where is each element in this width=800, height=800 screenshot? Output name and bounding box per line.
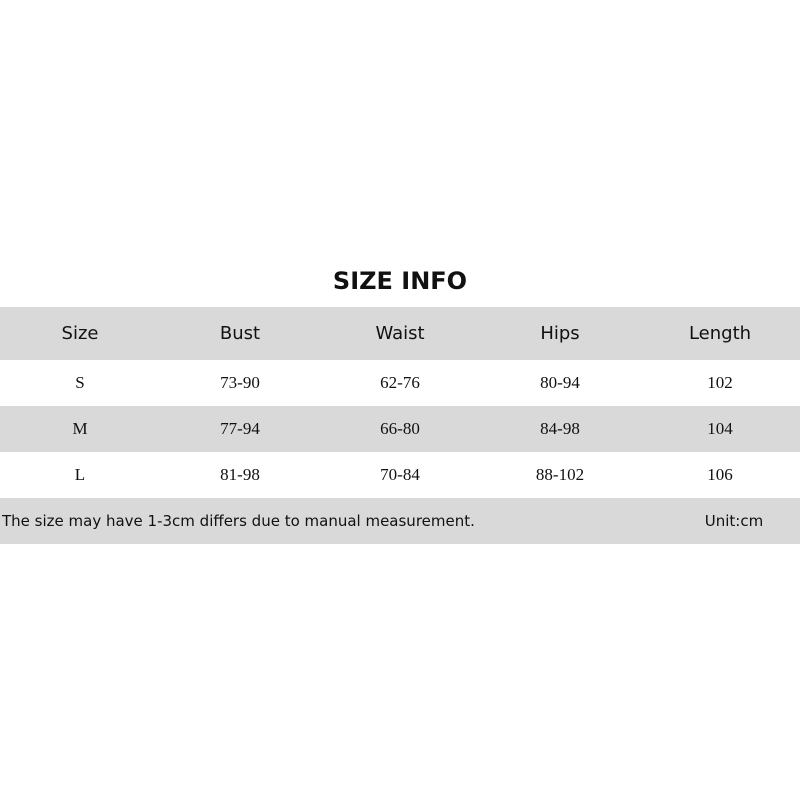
- header-cell-hips: Hips: [540, 323, 580, 344]
- size-cell: S: [75, 373, 85, 392]
- unit-label: Unit:cm: [704, 512, 764, 530]
- bust-cell: 77-94: [220, 419, 260, 438]
- table-row: [0, 452, 800, 498]
- length-cell: 102: [707, 373, 733, 392]
- waist-cell: 66-80: [380, 419, 420, 438]
- page-title: SIZE INFO: [332, 267, 468, 295]
- bust-cell: 81-98: [220, 465, 260, 484]
- table-row: [0, 360, 800, 406]
- hips-cell: 84-98: [540, 419, 580, 438]
- header-cell-waist: Waist: [375, 323, 425, 344]
- table-header-row: [0, 307, 800, 360]
- bust-cell: 73-90: [220, 373, 260, 392]
- header-cell-size: Size: [61, 323, 99, 344]
- measurement-note: The size may have 1-3cm differs due to manual measurement.: [2, 512, 475, 530]
- size-cell: L: [74, 465, 86, 484]
- waist-cell: 62-76: [380, 373, 420, 392]
- header-cell-length: Length: [688, 323, 752, 344]
- size-cell: M: [72, 419, 88, 438]
- hips-cell: 80-94: [540, 373, 580, 392]
- hips-cell: 88-102: [535, 465, 585, 484]
- length-cell: 106: [707, 465, 733, 484]
- table-row: [0, 406, 800, 452]
- waist-cell: 70-84: [380, 465, 420, 484]
- length-cell: 104: [707, 419, 733, 438]
- table-footer-row: [0, 498, 800, 544]
- size-chart-table: [0, 307, 800, 544]
- header-cell-bust: Bust: [219, 323, 261, 344]
